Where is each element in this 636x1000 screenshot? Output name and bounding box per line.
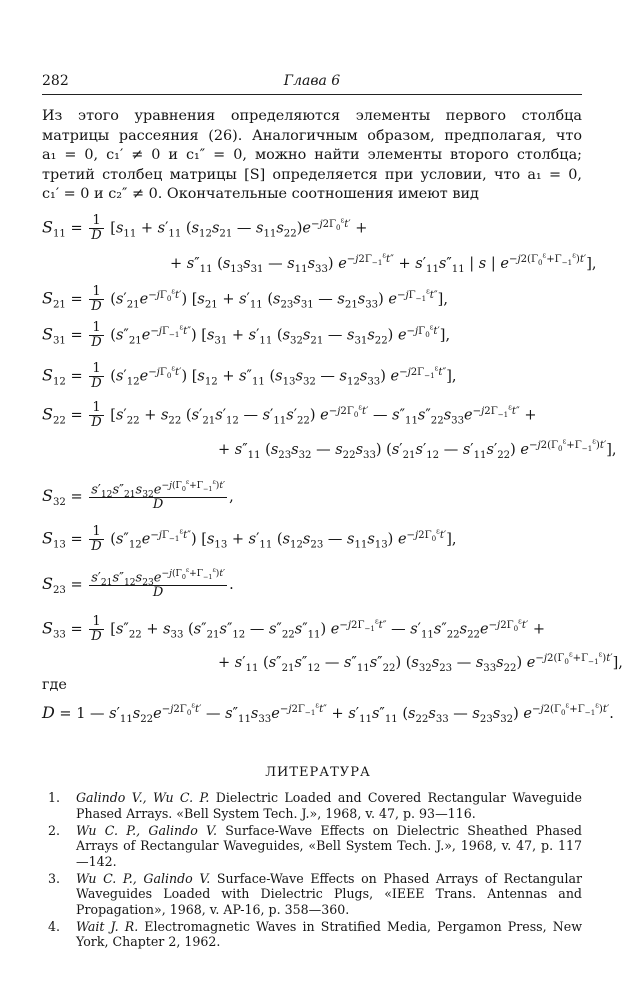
intro-line: Из этого уравнения определяются элементы первого столбца [42, 108, 582, 124]
reference-number: 4. [48, 918, 61, 934]
equation-s32: $S_{32}$ = $\frac{s'_{12}s''_{21}s_{32}e^{-j(\Gamma_0^\varepsilon+\Gamma_{-1}^\varepsilon)t'}}{D}$ , [42, 478, 234, 513]
reference-number: 1. [48, 790, 61, 805]
equation-s33-line2: + $s'_{11}$ ($s''_{21}s''_{12}$ — $s''_{11}s''_{22}$) ($s_{32}s_{23}$ — $s_{33}s_{22}$) $e^{-j2(\Gamma_0^\varepsilon+\Gamma_{-1}^\varepsilon)t'}$], [218, 649, 623, 674]
reference-number: 3. [48, 870, 61, 886]
equation-s12: $S_{12}$ = $\frac{1}{D}$ $(s'_{12}e^{-j\Gamma_0^\varepsilon t'}) [s_{12} + s''_{11}$ ($s_{13}s_{32}$ — $s_{12}s_{33}$) $e^{-j2\Gamma_{-1}^\varepsilon t''}$], [42, 361, 457, 391]
reference-item [48, 790, 582, 821]
intro-line: матрицы рассеяния (26). Аналогичным образом, предполагая, что [42, 127, 582, 144]
intro-line: третий столбец матрицы [S] определяется при условии, что a₁ = 0, [42, 166, 582, 183]
equation-s22-line2: + $s''_{11}$ ($s_{23}s_{32}$ — $s_{22}s_{33}$) ($s'_{21}s'_{12}$ — $s'_{11}s'_{22}$) $e^{-j2(\Gamma_0^\varepsilon+\Gamma_{-1}^\varepsilon)t'}$], [218, 436, 617, 461]
reference-item [48, 871, 582, 918]
intro-line: c₁′ = 0 и c₂″ ≠ 0. Окончательные соотношения имеют вид [42, 186, 479, 202]
where-label: где [42, 677, 67, 693]
equation-s22-line1: $S_{22}$ = $\frac{1}{D}$ [$s'_{22} + s_{22}$ ($s'_{21}s'_{12}$ — $s'_{11}s'_{22}$) $e^{-j2\Gamma_0^\varepsilon t'}$ — $s''_{11}s''_{22}s_{33}e^{-j2\Gamma_{-1}^\varepsilon t''}$ + [42, 400, 537, 430]
reference-authors: Wu C. P., Galindo V. [76, 870, 211, 886]
reference-item [48, 823, 582, 870]
reference-authors: Wait J. R. [76, 918, 139, 934]
reference-text: Electromagnetic Waves in Stratified Media, Pergamon Press, New York, Chapter 2, 1962. [76, 918, 582, 949]
equation-s31: $S_{31}$ = $\frac{1}{D}$ $(s''_{21}e^{-j\Gamma_{-1}^\varepsilon t''}) [s_{31} + s'_{11}$ ($s_{32}s_{21}$ — $s_{31}s_{22}$) $e^{-j\Gamma_0^\varepsilon t'}$], [42, 320, 451, 350]
reference-text: Surface-Wave Effects on Phased Arrays of Rectangular Waveguides Loaded with Dielectric Plugs, «IEEE Trans. Antennas and Propagation», 1968, v. AP-16, p. 358—360. [76, 870, 583, 917]
equation-s23: $S_{23}$ = $\frac{s'_{21}s''_{12}s_{23}e^{-j(\Gamma_0^\varepsilon+\Gamma_{-1}^\varepsilon)t'}}{D}$ . [42, 566, 234, 601]
reference-text: Dielectric Loaded and Covered Rectangular Waveguide Phased Arrays. «Bell System Tech. J.», 1968, v. 47, p. 93—116. [76, 790, 582, 821]
reference-item [48, 919, 582, 950]
references-title: ЛИТЕРАТУРА [265, 765, 371, 780]
page-number: 282 [42, 73, 69, 89]
equation-s21: $S_{21}$ = $\frac{1}{D}$ $(s'_{21}e^{-j\Gamma_0^\varepsilon t'}) [s_{21} + s'_{11}$ ($s_{23}s_{31}$ — $s_{21}s_{33}$) $e^{-j\Gamma_{-1}^\varepsilon t''}$], [42, 284, 448, 314]
page-header [42, 73, 582, 91]
reference-text: Surface-Wave Effects on Dielectric Sheathed Phased Arrays of Rectangular Waveguides, «Bell System Tech. J.», 1968, v. 47, p. 117—142. [76, 822, 582, 869]
references-list [48, 790, 582, 951]
equation-d: D = 1 — $s'_{11}s_{22}e^{-j2\Gamma_0^\varepsilon t'}$ — $s''_{11}s_{33}e^{-j2\Gamma_{-1}^\varepsilon t''} + s'_{11}s''_{11}$ ($s_{22}s_{33}$ — $s_{23}s_{32}$) $e^{-j2(\Gamma_0^\varepsilon+\Gamma_{-1}^\varepsilon)t'}$. [42, 700, 614, 725]
reference-authors: Wu C. P., Galindo V. [76, 822, 217, 838]
running-title: Глава 6 [283, 73, 341, 89]
reference-authors: Galindo V., Wu C. P. [76, 790, 210, 805]
intro-paragraph [42, 107, 582, 205]
equation-s11-line1: $S_{11}$ = $\frac{1}{D}$ [$s_{11} + s'_{11}$ ($s_{12}s_{21}$ — $s_{11}s_{22})e^{-j2\Gamma_0^\varepsilon t'}$ + [42, 213, 368, 243]
equation-s13: $S_{13}$ = $\frac{1}{D}$ $(s''_{12}e^{-j\Gamma_{-1}^\varepsilon t''}) [s_{13} + s'_{11}$ ($s_{12}s_{23}$ — $s_{11}s_{13}$) $e^{-j2\Gamma_0^\varepsilon t'}$], [42, 524, 457, 554]
equation-s33-line1: $S_{33}$ = $\frac{1}{D}$ [$s''_{22} + s_{33}$ ($s''_{21}s''_{12}$ — $s''_{22}s''_{11}$) $e^{-j2\Gamma_{-1}^\varepsilon t''}$ — $s'_{11}s''_{22}s_{22}e^{-j2\Gamma_0^\varepsilon t'}$ + [42, 614, 546, 644]
reference-number: 2. [48, 822, 61, 838]
intro-line: a₁ = 0, c₁′ ≠ 0 и c₁″ = 0, можно найти элементы второго столбца; [42, 147, 582, 163]
header-rule [42, 94, 582, 95]
equation-s11-line2: + $s''_{11}$ ($s_{13}s_{31}$ — $s_{11}s_{33}$) $e^{-j2\Gamma_{-1}^\varepsilon t''} + s'_{11}s''_{11}$ | s | $e^{-j2(\Gamma_0^\varepsilon+\Gamma_{-1}^\varepsilon)t'}$], [170, 250, 597, 275]
